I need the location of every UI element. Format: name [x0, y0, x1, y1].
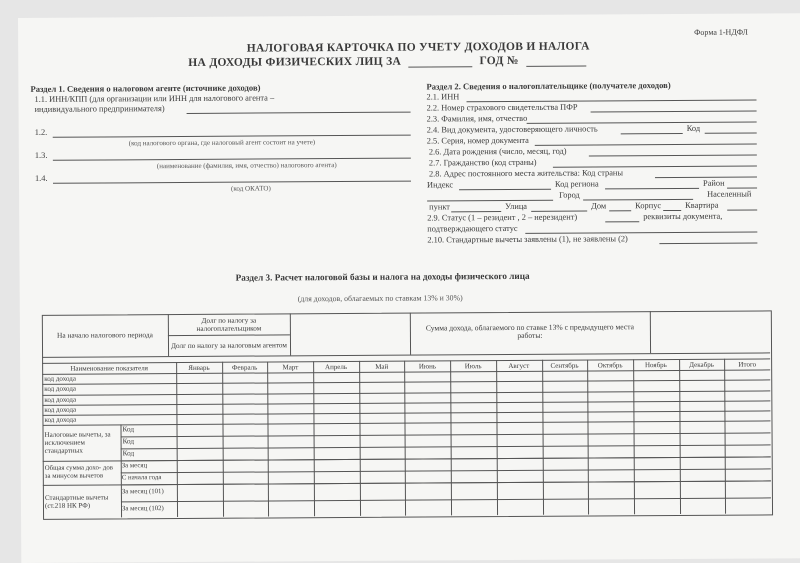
- deduction-cell[interactable]: [543, 435, 587, 445]
- addr-region-input[interactable]: [605, 188, 699, 190]
- total-cell[interactable]: [726, 470, 770, 480]
- income-cell[interactable]: [725, 371, 769, 379]
- debt-agent-label: Долг по налогу за налогоплательщиком: [196, 316, 262, 333]
- field-2-3-input[interactable]: [527, 121, 757, 123]
- deduction-cell[interactable]: [680, 434, 724, 444]
- deduction-cell[interactable]: [269, 436, 313, 446]
- income-cell[interactable]: [589, 402, 633, 410]
- year-field[interactable]: [408, 56, 472, 67]
- deduction-cell[interactable]: [406, 424, 450, 434]
- deduction-cell[interactable]: [497, 435, 541, 445]
- deduction-cell[interactable]: [360, 436, 404, 446]
- field-2-9-label: 2.9. Статус (1 – резидент , 2 – нерезидент): [427, 212, 578, 223]
- income-code-row-0: код дохода: [44, 374, 76, 384]
- income-cell[interactable]: [589, 412, 633, 420]
- deduction-cell[interactable]: [680, 422, 724, 432]
- deduction-cell[interactable]: [406, 436, 450, 446]
- income-cell[interactable]: [497, 392, 541, 400]
- field-1-2-label: 1.2.: [34, 127, 48, 137]
- addr-house-label: Дом: [591, 201, 607, 211]
- income-code-row-1: код дохода: [44, 385, 77, 394]
- income-cell[interactable]: [497, 372, 541, 380]
- deduction-cell[interactable]: [177, 425, 221, 435]
- deduction-cell[interactable]: [223, 449, 267, 459]
- deduction-cell[interactable]: [452, 423, 496, 433]
- title-year-number: ГОД №: [479, 54, 519, 68]
- deduction-cell[interactable]: [178, 437, 222, 447]
- income-cell[interactable]: [269, 373, 313, 381]
- deduction-cell[interactable]: [634, 434, 678, 444]
- col-header-month-3: Апрель: [324, 363, 348, 372]
- total-cell[interactable]: [680, 458, 724, 468]
- income-cell[interactable]: [543, 402, 587, 410]
- std-cell[interactable]: [452, 483, 496, 498]
- income-cell[interactable]: [543, 392, 587, 400]
- deduction-cell[interactable]: [269, 424, 313, 434]
- tax-card-form: [18, 13, 800, 563]
- addr-house-input[interactable]: [609, 210, 631, 211]
- income-cell[interactable]: [634, 402, 678, 410]
- income-cell[interactable]: [314, 383, 358, 391]
- std-deductions-label: Стандартные вычеты (ст.218 НК РФ): [44, 493, 109, 510]
- income-cell[interactable]: [177, 384, 221, 392]
- income-cell[interactable]: [726, 411, 770, 419]
- std-cell[interactable]: [178, 501, 222, 516]
- col-header-month-12: Итого: [738, 360, 757, 369]
- income-cell[interactable]: [406, 373, 450, 381]
- form-title-line1: НАЛОГОВАЯ КАРТОЧКА ПО УЧЕТУ ДОХОДОВ И НАЛОГА: [246, 40, 590, 55]
- income-cell[interactable]: [360, 393, 404, 401]
- deduction-cell[interactable]: [360, 424, 404, 434]
- std-cell[interactable]: [315, 501, 359, 516]
- income-cell[interactable]: [177, 415, 221, 423]
- deduction-cell[interactable]: [543, 447, 587, 457]
- total-cell[interactable]: [726, 458, 770, 468]
- std-cell[interactable]: [543, 499, 587, 514]
- field-2-5-input[interactable]: [535, 143, 757, 145]
- income-cell[interactable]: [543, 382, 587, 390]
- deduction-cell[interactable]: [223, 437, 267, 447]
- income-previous-job-value[interactable]: [651, 311, 769, 352]
- deduction-cell[interactable]: [497, 447, 541, 457]
- field-1-1-input[interactable]: [187, 112, 411, 114]
- std-cell[interactable]: [224, 485, 268, 500]
- addr-district-label: Район: [702, 178, 725, 188]
- total-cell[interactable]: [452, 471, 496, 481]
- income-cell[interactable]: [269, 384, 313, 392]
- field-2-4-label: 2.4. Вид документа, удостоверяющего личность: [426, 124, 598, 135]
- income-cell[interactable]: [451, 393, 495, 401]
- std-cell[interactable]: [406, 484, 450, 499]
- income-cell[interactable]: [314, 414, 358, 422]
- section3-subheading: (для доходов, облагаемых по ставкам 13% и 30%): [297, 293, 463, 304]
- addr-flat-input[interactable]: [727, 209, 757, 210]
- addr-flat-label: Квартира: [685, 200, 719, 210]
- std-cell[interactable]: [635, 482, 679, 497]
- income-cell[interactable]: [726, 401, 770, 409]
- std-cell[interactable]: [726, 482, 770, 497]
- income-cell[interactable]: [314, 373, 358, 381]
- std-cell[interactable]: [498, 499, 542, 514]
- total-sub-1: С начала года: [121, 474, 162, 482]
- col-header-month-2: Март: [282, 363, 299, 372]
- total-cell[interactable]: [178, 473, 222, 483]
- total-cell[interactable]: [223, 473, 267, 483]
- std-cell[interactable]: [406, 500, 450, 515]
- field-2-2-input[interactable]: [591, 110, 757, 112]
- income-cell[interactable]: [634, 392, 678, 400]
- income-cell[interactable]: [452, 403, 496, 411]
- field-1-1-label: 1.1. ИНН/КПП (для организации или ИНН для налогового агента –: [34, 93, 275, 104]
- income-cell[interactable]: [223, 404, 267, 412]
- income-cell[interactable]: [588, 371, 632, 379]
- total-cell[interactable]: [635, 470, 679, 480]
- income-cell[interactable]: [223, 374, 267, 382]
- total-cell[interactable]: [315, 472, 359, 482]
- income-code-row-4: код дохода: [44, 415, 77, 424]
- income-cell[interactable]: [360, 403, 404, 411]
- col-header-month-4: Май: [375, 362, 389, 371]
- deduction-cell[interactable]: [452, 447, 496, 457]
- col-header-month-0: Январь: [188, 363, 210, 373]
- std-cell[interactable]: [589, 499, 633, 514]
- income-cell[interactable]: [269, 414, 313, 422]
- form-id: Форма 1-НДФЛ: [694, 27, 748, 37]
- std-cell[interactable]: [498, 483, 542, 498]
- std-sub-0: За месяц (101): [121, 488, 164, 496]
- deduction-cell[interactable]: [680, 446, 724, 456]
- deduction-cell[interactable]: [634, 422, 678, 432]
- deduction-cell[interactable]: [315, 448, 359, 458]
- table-vline: [120, 425, 121, 461]
- deduction-cell[interactable]: [726, 422, 770, 432]
- total-cell[interactable]: [589, 470, 633, 480]
- income-cell[interactable]: [589, 392, 633, 400]
- std-sub-1: За месяц (102): [121, 504, 164, 513]
- income-cell[interactable]: [177, 394, 221, 402]
- income-cell[interactable]: [406, 403, 450, 411]
- income-cell[interactable]: [177, 405, 221, 413]
- income-cell[interactable]: [269, 404, 313, 412]
- total-cell[interactable]: [543, 459, 587, 469]
- total-cell[interactable]: [635, 458, 679, 468]
- field-2-4-code-input[interactable]: [705, 132, 757, 133]
- field-2-7-input[interactable]: [553, 165, 757, 167]
- income-cell[interactable]: [680, 391, 724, 399]
- total-cell[interactable]: [178, 461, 222, 471]
- income-cell[interactable]: [634, 371, 678, 379]
- debt-agent-value[interactable]: [291, 314, 409, 334]
- addr-district-input[interactable]: [727, 187, 757, 188]
- total-cell[interactable]: [680, 470, 724, 480]
- deduction-cell[interactable]: [726, 446, 770, 456]
- addr-settlement-label: Населенный: [707, 189, 752, 199]
- std-cell[interactable]: [361, 500, 405, 515]
- income-previous-job-label: Сумма дохода, облагаемого по ставке 13% с предыдущего места работы:: [425, 322, 635, 340]
- debt-payer-label: Долг по налогу за налоговым агентом: [171, 340, 287, 350]
- income-cell[interactable]: [451, 382, 495, 390]
- income-cell[interactable]: [726, 381, 770, 389]
- field-2-1-label: 2.1. ИНН: [426, 92, 460, 102]
- deduction-cell[interactable]: [406, 448, 450, 458]
- total-cell[interactable]: [406, 472, 450, 482]
- income-code-row-2: код дохода: [44, 395, 77, 404]
- income-code-row-3: код дохода: [44, 405, 77, 414]
- field-1-1-label-cont: индивидуального предпринимателя): [34, 104, 165, 114]
- std-cell[interactable]: [178, 485, 222, 500]
- card-number-field[interactable]: [526, 56, 586, 67]
- field-2-2-label: 2.2. Номер страхового свидетельства ПФР: [426, 102, 578, 113]
- addr-street-input[interactable]: [531, 211, 587, 212]
- addr-punkt-label: пункт: [429, 202, 450, 212]
- income-cell[interactable]: [726, 391, 770, 399]
- std-cell[interactable]: [681, 498, 725, 513]
- deduction-cell[interactable]: [178, 449, 222, 459]
- field-2-3-label: 2.3. Фамилия, имя, отчество: [426, 113, 528, 124]
- field-2-1-input[interactable]: [467, 99, 757, 102]
- deduction-cell[interactable]: [497, 423, 541, 433]
- field-1-4-caption: (код ОКАТО): [231, 184, 271, 193]
- field-1-4-input[interactable]: [53, 181, 411, 184]
- deduction-cell[interactable]: [589, 446, 633, 456]
- section2-heading: Раздел 2. Сведения о налогоплательщике (получателе доходов): [426, 80, 671, 92]
- field-2-6-label: 2.6. Дата рождения (число, месяц, год): [428, 146, 567, 157]
- col-header-month-9: Октябрь: [597, 361, 623, 370]
- income-cell[interactable]: [406, 413, 450, 421]
- col-header-month-6: Июль: [464, 362, 482, 371]
- deduction-cell[interactable]: [360, 448, 404, 458]
- deduction-cell[interactable]: [315, 436, 359, 446]
- income-cell[interactable]: [406, 393, 450, 401]
- income-cell[interactable]: [314, 404, 358, 412]
- income-cell[interactable]: [680, 412, 724, 420]
- income-cell[interactable]: [680, 401, 724, 409]
- income-cell[interactable]: [588, 382, 632, 390]
- addr-korpus-label: Корпус: [635, 201, 662, 211]
- std-cell[interactable]: [726, 498, 770, 513]
- deduction-cell[interactable]: [635, 446, 679, 456]
- income-cell[interactable]: [452, 413, 496, 421]
- income-cell[interactable]: [680, 371, 724, 379]
- total-cell[interactable]: [223, 461, 267, 471]
- field-2-9-status-input[interactable]: [605, 221, 639, 222]
- total-cell[interactable]: [543, 471, 587, 481]
- income-cell[interactable]: [360, 414, 404, 422]
- total-cell[interactable]: [452, 459, 496, 469]
- deduction-code-cell: Код: [122, 437, 135, 446]
- total-cell[interactable]: [269, 460, 313, 470]
- title-prefix: НА ДОХОДЫ ФИЗИЧЕСКИХ ЛИЦ ЗА: [188, 55, 402, 69]
- field-2-9-requisites-label: реквизиты документа,: [643, 211, 723, 222]
- form-title-line2: [188, 55, 586, 69]
- income-cell[interactable]: [314, 394, 358, 402]
- field-2-10-label: 2.10. Стандартные вычеты заявлены (1), не заявлены (2): [427, 234, 628, 245]
- col-header-month-5: Июнь: [418, 362, 437, 371]
- deductions-label: Налоговые вычеты, за исключением стандартных: [44, 430, 111, 456]
- income-cell[interactable]: [497, 413, 541, 421]
- income-cell[interactable]: [269, 394, 313, 402]
- income-cell[interactable]: [223, 414, 267, 422]
- income-cell[interactable]: [497, 403, 541, 411]
- field-2-8-label: 2.8. Адрес постоянного места жительства: Код страны: [428, 168, 624, 179]
- field-1-3-caption: (наименование (фамилия, имя, отчество) налогового агента): [156, 161, 337, 171]
- total-income-label: Общая сумма дохо- дов за минусом вычетов: [44, 464, 113, 481]
- table-vline: [121, 485, 122, 518]
- addr-korpus-input[interactable]: [663, 210, 681, 211]
- std-cell[interactable]: [635, 499, 679, 514]
- total-cell[interactable]: [360, 460, 404, 470]
- debt-payer-value[interactable]: [291, 335, 409, 355]
- section3-heading: Раздел 3. Расчет налоговой базы и налога на доходы физического лица: [235, 270, 530, 283]
- std-cell[interactable]: [543, 483, 587, 498]
- std-cell[interactable]: [361, 484, 405, 499]
- table-vline: [121, 461, 122, 485]
- field-2-4-input[interactable]: [621, 133, 683, 134]
- field-2-6-input[interactable]: [589, 154, 757, 156]
- income-cell[interactable]: [634, 412, 678, 420]
- total-cell[interactable]: [269, 472, 313, 482]
- income-cell[interactable]: [543, 413, 587, 421]
- addr-index-input[interactable]: [459, 189, 551, 191]
- col-header-month-7: Август: [508, 361, 530, 371]
- field-2-9-label-cont: подтверждающего статус: [427, 223, 518, 234]
- field-2-5-label: 2.5. Серия, номер документа: [426, 135, 529, 146]
- field-2-9-doc-input[interactable]: [525, 231, 757, 233]
- income-cell[interactable]: [360, 373, 404, 381]
- deduction-code-cell: Код: [122, 425, 135, 434]
- section1-heading: Раздел 1. Сведения о налоговом агенте (источнике доходов): [30, 82, 261, 94]
- field-2-4-code-label: Код: [686, 123, 701, 133]
- total-cell[interactable]: [589, 458, 633, 468]
- deduction-code-cell: Код: [122, 449, 135, 458]
- addr-district-cont-input[interactable]: [427, 200, 553, 202]
- income-cell[interactable]: [223, 384, 267, 392]
- std-cell[interactable]: [315, 484, 359, 499]
- deduction-cell[interactable]: [315, 424, 359, 434]
- deduction-cell[interactable]: [726, 434, 770, 444]
- deduction-cell[interactable]: [589, 434, 633, 444]
- income-cell[interactable]: [177, 374, 221, 382]
- deduction-cell[interactable]: [269, 448, 313, 458]
- std-cell[interactable]: [452, 500, 496, 515]
- std-cell[interactable]: [224, 501, 268, 516]
- field-1-2-caption: (код налогового органа, где налоговый агент состоит на учете): [128, 138, 316, 148]
- total-cell[interactable]: [361, 472, 405, 482]
- field-1-3-label: 1.3.: [34, 150, 48, 160]
- income-cell[interactable]: [497, 382, 541, 390]
- income-cell[interactable]: [223, 394, 267, 402]
- col-header-month-11: Декабрь: [689, 360, 714, 369]
- total-cell[interactable]: [498, 459, 542, 469]
- deduction-cell[interactable]: [452, 435, 496, 445]
- field-1-3-input[interactable]: [53, 158, 411, 161]
- std-cell[interactable]: [269, 501, 313, 516]
- total-sub-0: За месяц: [121, 462, 148, 470]
- deduction-cell[interactable]: [223, 425, 267, 435]
- std-cell[interactable]: [680, 482, 724, 497]
- income-cell[interactable]: [634, 381, 678, 389]
- income-cell[interactable]: [406, 383, 450, 391]
- col-header-month-8: Сентябрь: [550, 361, 579, 370]
- col-header-month-10: Ноябрь: [644, 361, 667, 370]
- addr-region-label: Код региона: [554, 179, 599, 189]
- col-header-month-1: Февраль: [231, 363, 258, 372]
- total-cell[interactable]: [498, 471, 542, 481]
- addr-street-label: Улица: [505, 201, 528, 212]
- income-cell[interactable]: [680, 381, 724, 389]
- deduction-cell[interactable]: [543, 423, 587, 433]
- field-1-2-input[interactable]: [53, 135, 411, 138]
- col-header-name: Наименование показателя: [70, 364, 148, 373]
- field-2-7-label: 2.7. Гражданство (код страны): [428, 157, 537, 168]
- std-cell[interactable]: [589, 482, 633, 497]
- deduction-cell[interactable]: [589, 422, 633, 432]
- field-2-10-input[interactable]: [659, 242, 757, 244]
- start-period-label: На начало налогового периода: [56, 330, 153, 340]
- income-cell[interactable]: [543, 372, 587, 380]
- income-cell[interactable]: [451, 372, 495, 380]
- addr-city-label: Город: [559, 190, 580, 200]
- field-1-4-label: 1.4.: [34, 173, 48, 183]
- total-cell[interactable]: [315, 460, 359, 470]
- std-cell[interactable]: [269, 484, 313, 499]
- addr-index-label: Индекс: [427, 180, 454, 190]
- total-cell[interactable]: [406, 460, 450, 470]
- income-cell[interactable]: [360, 383, 404, 391]
